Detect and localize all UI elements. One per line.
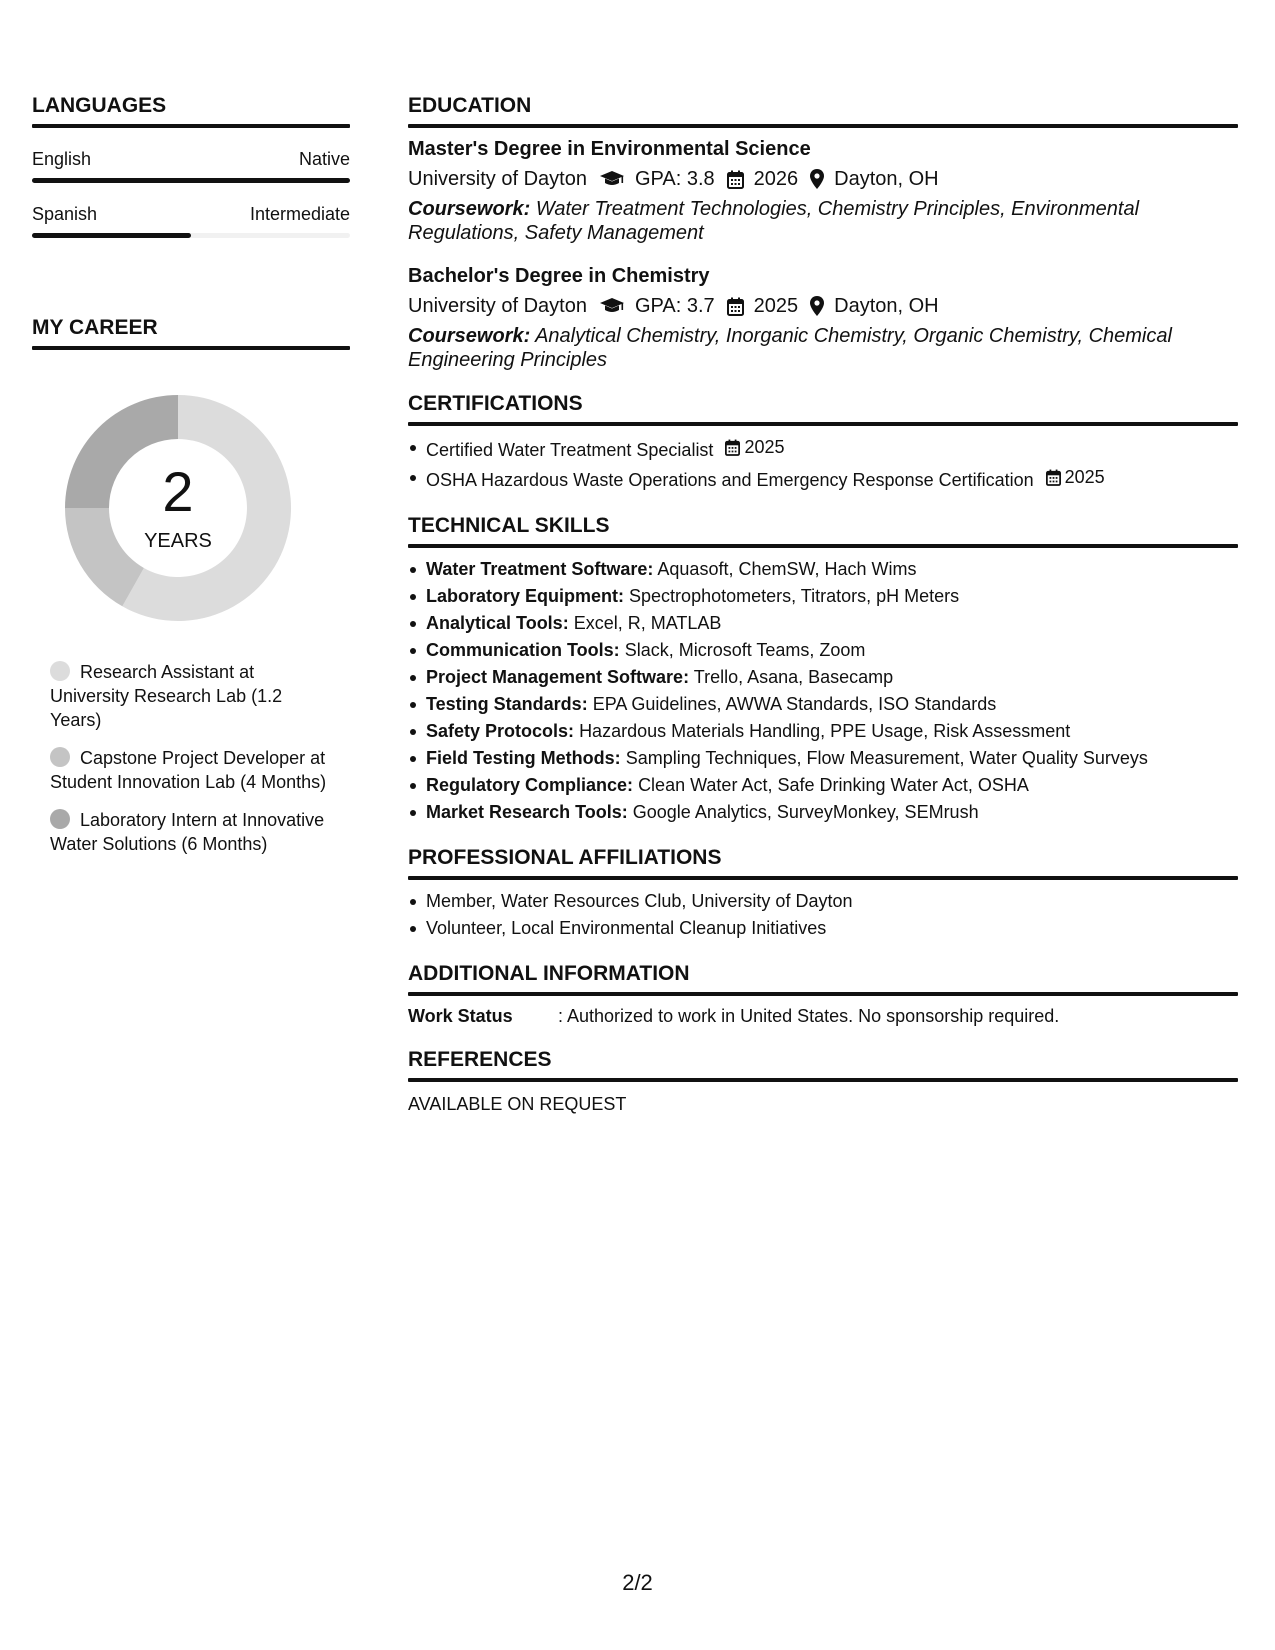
skill-value: Google Analytics, SurveyMonkey, SEMrush	[632, 802, 979, 822]
coursework-label: Coursework:	[408, 325, 531, 347]
skill-value: Hazardous Materials Handling, PPE Usage, Risk Assessment	[579, 721, 1071, 741]
skill-item	[408, 691, 1238, 718]
skill-item	[408, 799, 1238, 826]
skill-label: Market Research Tools:	[426, 802, 628, 822]
language-proficiency-fill	[32, 178, 350, 183]
section-divider	[408, 1078, 1238, 1082]
skill-value: Trello, Asana, Basecamp	[693, 667, 894, 687]
skill-label: Testing Standards:	[426, 694, 588, 714]
education-entry	[408, 263, 1238, 372]
skills-list	[408, 556, 1238, 826]
skill-value: Sampling Techniques, Flow Measurement, Water Quality Surveys	[625, 748, 1148, 768]
section-divider	[408, 422, 1238, 426]
skill-label: Analytical Tools:	[426, 613, 569, 633]
education-section	[408, 92, 1238, 372]
section-divider	[408, 992, 1238, 996]
right-column	[408, 92, 1238, 1116]
skill-value: Aquasoft, ChemSW, Hach Wims	[657, 559, 917, 579]
language-proficiency-fill	[32, 233, 191, 238]
graduation-year: 2026	[753, 168, 799, 190]
section-title-education: EDUCATION	[408, 94, 532, 117]
skill-item	[408, 772, 1238, 799]
section-divider	[408, 544, 1238, 548]
references-section	[408, 1046, 1238, 1116]
section-title-affiliations: PROFESSIONAL AFFILIATIONS	[408, 846, 722, 869]
certification-year: 2025	[1064, 467, 1105, 487]
section-title-certifications: CERTIFICATIONS	[408, 392, 583, 415]
graduation-year: 2025	[753, 295, 799, 317]
career-legend	[32, 660, 332, 856]
section-divider	[408, 124, 1238, 128]
work-status-label: Work Status	[408, 1006, 513, 1026]
section-title-technical-skills: TECHNICAL SKILLS	[408, 514, 610, 537]
left-column	[32, 92, 350, 870]
skill-value: Excel, R, MATLAB	[573, 613, 722, 633]
skill-label: Communication Tools:	[426, 640, 620, 660]
skill-value: Slack, Microsoft Teams, Zoom	[624, 640, 866, 660]
certifications-list	[408, 434, 1238, 494]
skill-value: Spectrophotometers, Titrators, pH Meters	[629, 586, 960, 606]
additional-info-section	[408, 960, 1238, 1028]
affiliation-item: Volunteer, Local Environmental Cleanup Initiatives	[408, 915, 1238, 942]
degree-title: Master's Degree in Environmental Science	[408, 138, 811, 160]
coursework-text: Analytical Chemistry, Inorganic Chemistry, Organic Chemistry, Chemical Engineering Principles	[408, 325, 1172, 371]
language-proficiency-bar	[32, 178, 350, 183]
skill-item	[408, 583, 1238, 610]
calendar-icon	[727, 170, 744, 189]
location: Dayton, OH	[834, 295, 939, 317]
language-name: Spanish	[32, 204, 98, 224]
skill-item	[408, 637, 1238, 664]
certification-name: Certified Water Treatment Specialist	[426, 440, 714, 460]
career-section	[32, 314, 350, 856]
language-item	[32, 203, 350, 238]
calendar-icon	[727, 297, 744, 316]
career-legend-item	[50, 808, 332, 856]
career-legend-text: Research Assistant at University Research Lab (1.2 Years)	[50, 662, 283, 730]
career-legend-text: Capstone Project Developer at Student Innovation Lab (4 Months)	[50, 748, 327, 792]
education-meta	[408, 293, 1238, 319]
skill-value: EPA Guidelines, AWWA Standards, ISO Standards	[592, 694, 997, 714]
language-level: Intermediate	[249, 204, 350, 224]
legend-dot	[50, 661, 70, 681]
school-name: University of Dayton	[408, 295, 587, 317]
career-total-years: 2	[162, 460, 194, 523]
section-title-career: MY CAREER	[32, 316, 158, 339]
affiliations-list	[408, 888, 1238, 942]
coursework	[408, 324, 1238, 372]
career-legend-item	[50, 660, 332, 732]
skill-label: Safety Protocols:	[426, 721, 575, 741]
certification-name: OSHA Hazardous Waste Operations and Emergency Response Certification	[426, 470, 1034, 490]
section-divider	[408, 876, 1238, 880]
languages-section	[32, 92, 350, 238]
skill-value: Clean Water Act, Safe Drinking Water Act, OSHA	[638, 775, 1029, 795]
language-proficiency-bar	[32, 233, 350, 238]
career-total-unit: YEARS	[144, 530, 212, 552]
certification-item	[408, 434, 1238, 464]
graduation-cap-icon	[599, 297, 625, 315]
coursework-label: Coursework:	[408, 198, 531, 220]
degree-title: Bachelor's Degree in Chemistry	[408, 265, 710, 287]
section-divider	[32, 346, 350, 350]
references-text: AVAILABLE ON REQUEST	[408, 1094, 627, 1114]
section-title-additional-info: ADDITIONAL INFORMATION	[408, 962, 690, 985]
skill-label: Laboratory Equipment:	[426, 586, 625, 606]
skill-item	[408, 610, 1238, 637]
certification-item	[408, 464, 1238, 494]
education-entry	[408, 136, 1238, 245]
section-title-languages: LANGUAGES	[32, 94, 167, 117]
certification-year: 2025	[744, 437, 785, 457]
map-pin-icon	[810, 169, 824, 189]
gpa: GPA: 3.8	[634, 168, 715, 190]
skill-item	[408, 664, 1238, 691]
work-status-row	[408, 1004, 1238, 1028]
technical-skills-section	[408, 512, 1238, 826]
location: Dayton, OH	[834, 168, 939, 190]
skill-label: Project Management Software:	[426, 667, 690, 687]
section-title-references: REFERENCES	[408, 1048, 552, 1071]
map-pin-icon	[810, 296, 824, 316]
coursework	[408, 197, 1238, 245]
language-item	[32, 148, 350, 183]
skill-label: Field Testing Methods:	[426, 748, 621, 768]
section-divider	[32, 124, 350, 128]
legend-dot	[50, 747, 70, 767]
graduation-cap-icon	[599, 170, 625, 188]
language-name: English	[32, 149, 92, 169]
legend-dot	[50, 809, 70, 829]
language-level: Native	[298, 149, 350, 169]
career-legend-text: Laboratory Intern at Innovative Water Solutions (6 Months)	[50, 810, 325, 854]
work-status-value: : Authorized to work in United States. No sponsorship required.	[558, 1006, 1060, 1026]
calendar-icon	[725, 439, 740, 456]
education-meta	[408, 166, 1238, 192]
coursework-text: Water Treatment Technologies, Chemistry Principles, Environmental Regulations, Safety Management	[408, 198, 1140, 244]
page-number: 2/2	[622, 1570, 653, 1595]
affiliation-item: Member, Water Resources Club, University of Dayton	[408, 888, 1238, 915]
career-donut-chart	[62, 392, 294, 624]
skill-label: Regulatory Compliance:	[426, 775, 634, 795]
skill-item	[408, 556, 1238, 583]
skill-label: Water Treatment Software:	[426, 559, 654, 579]
skill-item	[408, 745, 1238, 772]
career-legend-item	[50, 746, 332, 794]
school-name: University of Dayton	[408, 168, 587, 190]
affiliations-section	[408, 844, 1238, 942]
calendar-icon	[1046, 469, 1061, 486]
skill-item	[408, 718, 1238, 745]
certifications-section	[408, 390, 1238, 494]
gpa: GPA: 3.7	[634, 295, 715, 317]
